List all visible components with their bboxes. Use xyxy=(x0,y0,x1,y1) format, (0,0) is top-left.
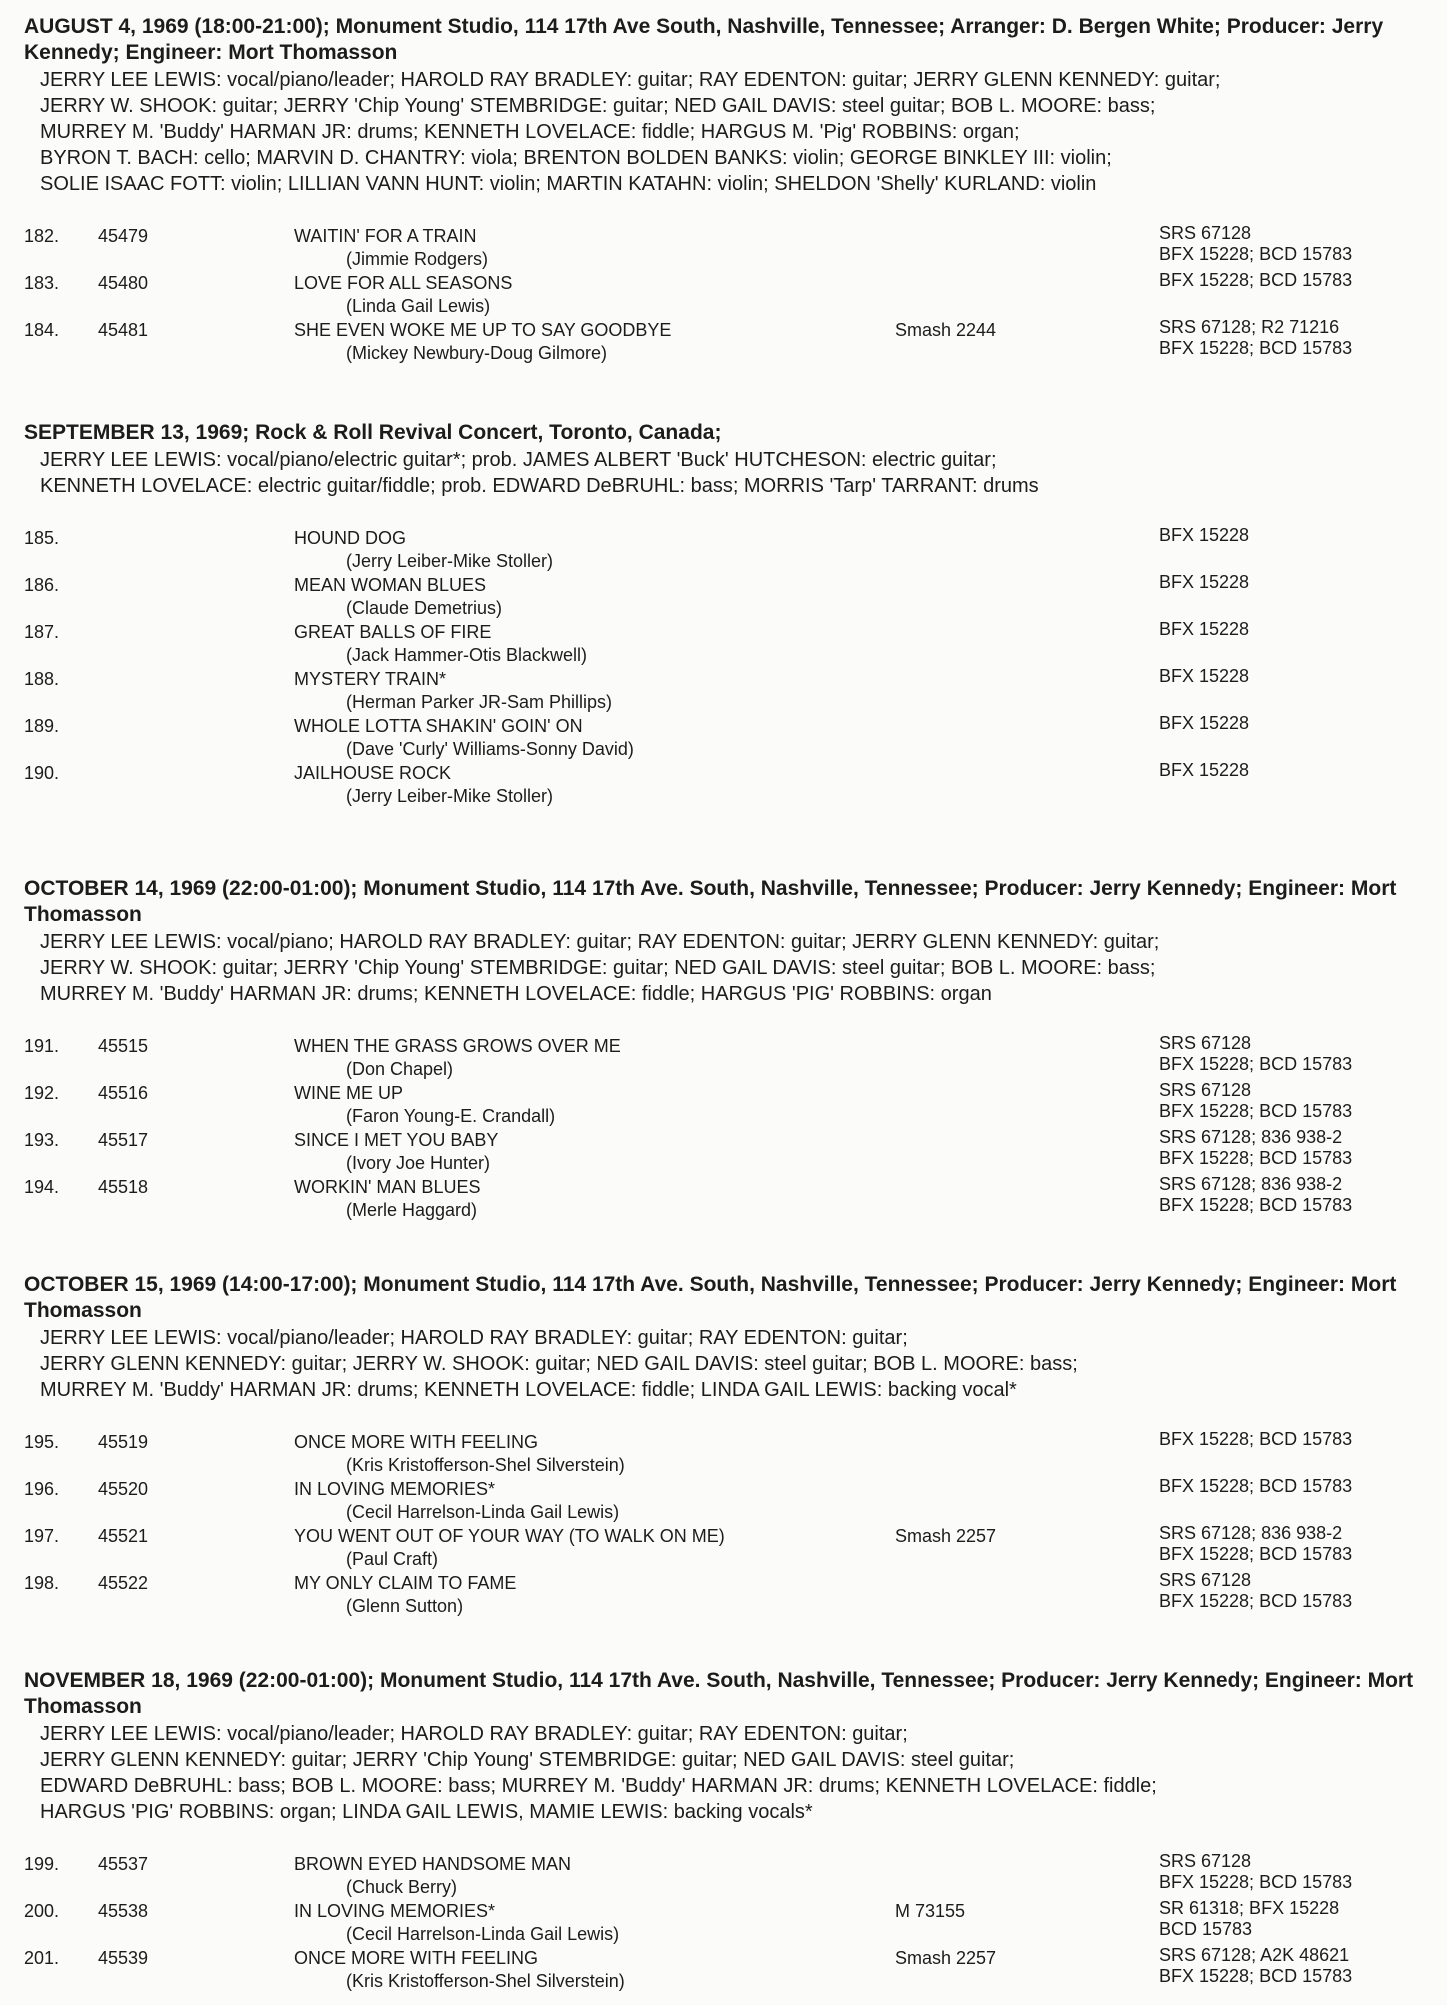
session-header: OCTOBER 15, 1969 (14:00-17:00); Monument Studio, 114 17th Ave. South, Nashville, Tennessee; Producer: Jerry Kennedy; Engineer: Mort Thomasson xyxy=(24,1273,1397,1322)
release-line: BFX 15228; BCD 15783 xyxy=(1159,338,1353,358)
matrix-number: 45480 xyxy=(98,273,149,293)
release-line: BFX 15228; BCD 15783 xyxy=(1159,1195,1353,1215)
track-number: 186. xyxy=(24,575,60,595)
personnel-line: JERRY GLENN KENNEDY: guitar; JERRY W. SHOOK: guitar; NED GAIL DAVIS: steel guitar; BOB L. MOORE: bass; xyxy=(40,1353,1078,1375)
matrix-number: 45519 xyxy=(98,1432,149,1452)
song-title: IN LOVING MEMORIES* xyxy=(294,1901,496,1921)
release-line: SRS 67128 xyxy=(1159,1033,1252,1053)
release-line: BFX 15228; BCD 15783 xyxy=(1159,1872,1353,1892)
personnel-line: JERRY LEE LEWIS: vocal/piano/leader; HAROLD RAY BRADLEY: guitar; RAY EDENTON: guitar; xyxy=(40,1327,908,1349)
release-list xyxy=(1159,1570,1352,1612)
song-composer: (Jimmie Rodgers) xyxy=(346,249,489,269)
release-list xyxy=(1159,666,1249,687)
single-release: Smash 2257 xyxy=(895,1948,997,1968)
track-number: 189. xyxy=(24,716,60,736)
release-list xyxy=(1159,223,1352,265)
release-line: BFX 15228; BCD 15783 xyxy=(1159,1429,1353,1449)
song-title: YOU WENT OUT OF YOUR WAY (TO WALK ON ME) xyxy=(294,1526,725,1546)
single-release: Smash 2244 xyxy=(895,320,997,340)
track-number: 191. xyxy=(24,1036,60,1056)
track-list xyxy=(0,225,1447,366)
track-row xyxy=(0,319,1447,366)
session-block xyxy=(0,1272,1447,1619)
track-number: 201. xyxy=(24,1948,60,1968)
personnel-line: JERRY LEE LEWIS: vocal/piano/leader; HAROLD RAY BRADLEY: guitar; RAY EDENTON: guitar; JERRY GLENN KENNEDY: guitar; xyxy=(40,69,1221,91)
track-number: 195. xyxy=(24,1432,60,1452)
release-line: SRS 67128 xyxy=(1159,1851,1252,1871)
session-personnel xyxy=(40,67,1437,197)
personnel-line: HARGUS 'PIG' ROBBINS: organ; LINDA GAIL LEWIS, MAMIE LEWIS: backing vocals* xyxy=(40,1801,813,1823)
matrix-number: 45518 xyxy=(98,1177,149,1197)
session-block xyxy=(0,1668,1447,1994)
matrix-number: 45538 xyxy=(98,1901,149,1921)
track-row xyxy=(0,668,1447,715)
song-composer: (Merle Haggard) xyxy=(346,1200,478,1220)
song-title: SINCE I MET YOU BABY xyxy=(294,1130,499,1150)
release-list xyxy=(1159,1945,1352,1987)
track-number: 182. xyxy=(24,226,60,246)
release-line: BFX 15228 xyxy=(1159,760,1250,780)
session-personnel xyxy=(40,447,1437,499)
track-number: 190. xyxy=(24,763,60,783)
release-line: BFX 15228 xyxy=(1159,572,1250,592)
song-title: WINE ME UP xyxy=(294,1083,404,1103)
release-line: SRS 67128; 836 938-2 xyxy=(1159,1174,1343,1194)
matrix-number: 45520 xyxy=(98,1479,149,1499)
session-header: NOVEMBER 18, 1969 (22:00-01:00); Monument Studio, 114 17th Ave. South, Nashville, Tennessee; Producer: Jerry Kennedy; Engineer: Mort Thomasson xyxy=(24,1669,1414,1718)
song-composer: (Paul Craft) xyxy=(346,1549,439,1569)
matrix-number: 45521 xyxy=(98,1526,149,1546)
release-line: SRS 67128 xyxy=(1159,1080,1252,1100)
release-line: SRS 67128; 836 938-2 xyxy=(1159,1523,1343,1543)
song-composer: (Kris Kristofferson-Shel Silverstein) xyxy=(346,1455,625,1475)
personnel-line: JERRY LEE LEWIS: vocal/piano/leader; HAROLD RAY BRADLEY: guitar; RAY EDENTON: guitar; xyxy=(40,1723,908,1745)
session-personnel xyxy=(40,1721,1437,1825)
song-composer: (Mickey Newbury-Doug Gilmore) xyxy=(346,343,608,363)
release-line: BFX 15228 xyxy=(1159,619,1250,639)
track-number: 199. xyxy=(24,1854,60,1874)
release-line: SRS 67128; R2 71216 xyxy=(1159,317,1340,337)
release-line: BFX 15228 xyxy=(1159,713,1250,733)
song-composer: (Cecil Harrelson-Linda Gail Lewis) xyxy=(346,1502,620,1522)
session-personnel xyxy=(40,929,1437,1007)
release-list xyxy=(1159,1851,1352,1893)
matrix-number: 45522 xyxy=(98,1573,149,1593)
track-number: 183. xyxy=(24,273,60,293)
release-line: BFX 15228; BCD 15783 xyxy=(1159,1101,1353,1121)
track-list xyxy=(0,527,1447,809)
song-composer: (Jerry Leiber-Mike Stoller) xyxy=(346,551,554,571)
matrix-number: 45515 xyxy=(98,1036,149,1056)
track-number: 200. xyxy=(24,1901,60,1921)
song-composer: (Jerry Leiber-Mike Stoller) xyxy=(346,786,554,806)
track-row xyxy=(0,1853,1447,1900)
track-number: 193. xyxy=(24,1130,60,1150)
personnel-line: JERRY LEE LEWIS: vocal/piano/electric guitar*; prob. JAMES ALBERT 'Buck' HUTCHESON: electric guitar; xyxy=(40,449,997,471)
matrix-number: 45481 xyxy=(98,320,149,340)
song-composer: (Linda Gail Lewis) xyxy=(346,296,491,316)
song-title: WAITIN' FOR A TRAIN xyxy=(294,226,477,246)
release-list xyxy=(1159,572,1249,593)
release-line: SRS 67128 xyxy=(1159,1570,1252,1590)
session-block xyxy=(0,876,1447,1223)
release-line: BCD 15783 xyxy=(1159,1919,1253,1939)
song-composer: (Faron Young-E. Crandall) xyxy=(346,1106,556,1126)
personnel-line: JERRY GLENN KENNEDY: guitar; JERRY 'Chip Young' STEMBRIDGE: guitar; NED GAIL DAVIS: steel guitar; xyxy=(40,1749,1015,1771)
personnel-line: MURREY M. 'Buddy' HARMAN JR: drums; KENNETH LOVELACE: fiddle; LINDA GAIL LEWIS: backing vocal* xyxy=(40,1379,1017,1401)
track-number: 197. xyxy=(24,1526,60,1546)
track-list xyxy=(0,1035,1447,1223)
release-line: BFX 15228; BCD 15783 xyxy=(1159,1054,1353,1074)
track-row xyxy=(0,1572,1447,1619)
track-row xyxy=(0,225,1447,272)
release-list xyxy=(1159,713,1249,734)
song-composer: (Dave 'Curly' Williams-Sonny David) xyxy=(346,739,634,759)
single-release: M 73155 xyxy=(895,1901,966,1921)
song-title: WHEN THE GRASS GROWS OVER ME xyxy=(294,1036,621,1056)
song-title: MYSTERY TRAIN* xyxy=(294,669,447,689)
personnel-line: JERRY W. SHOOK: guitar; JERRY 'Chip Young' STEMBRIDGE: guitar; NED GAIL DAVIS: steel guitar; BOB L. MOORE: bass; xyxy=(40,95,1156,117)
track-row xyxy=(0,1478,1447,1525)
song-title: WHOLE LOTTA SHAKIN' GOIN' ON xyxy=(294,716,583,736)
release-line: SR 61318; BFX 15228 xyxy=(1159,1898,1340,1918)
personnel-line: MURREY M. 'Buddy' HARMAN JR: drums; KENNETH LOVELACE: fiddle; HARGUS M. 'Pig' ROBBINS: organ; xyxy=(40,121,1020,143)
release-list xyxy=(1159,1174,1352,1216)
release-list xyxy=(1159,1523,1352,1565)
personnel-line: KENNETH LOVELACE: electric guitar/fiddle; prob. EDWARD DeBRUHL: bass; MORRIS 'Tarp' TARRANT: drums xyxy=(40,475,1039,497)
matrix-number: 45516 xyxy=(98,1083,149,1103)
song-title: MY ONLY CLAIM TO FAME xyxy=(294,1573,517,1593)
personnel-line: JERRY LEE LEWIS: vocal/piano; HAROLD RAY BRADLEY: guitar; RAY EDENTON: guitar; JERRY GLENN KENNEDY: guitar; xyxy=(40,931,1160,953)
session-block xyxy=(0,420,1447,809)
track-row xyxy=(0,1525,1447,1572)
release-line: BFX 15228; BCD 15783 xyxy=(1159,1544,1353,1564)
track-number: 184. xyxy=(24,320,60,340)
track-number: 198. xyxy=(24,1573,60,1593)
song-title: ONCE MORE WITH FEELING xyxy=(294,1432,539,1452)
release-line: BFX 15228; BCD 15783 xyxy=(1159,244,1353,264)
song-composer: (Ivory Joe Hunter) xyxy=(346,1153,491,1173)
track-row xyxy=(0,574,1447,621)
song-title: IN LOVING MEMORIES* xyxy=(294,1479,496,1499)
release-list xyxy=(1159,317,1352,359)
track-row xyxy=(0,1947,1447,1994)
track-list xyxy=(0,1431,1447,1619)
song-composer: (Claude Demetrius) xyxy=(346,598,503,618)
release-list xyxy=(1159,1127,1352,1169)
song-composer: (Glenn Sutton) xyxy=(346,1596,464,1616)
song-title: GREAT BALLS OF FIRE xyxy=(294,622,492,642)
song-composer: (Kris Kristofferson-Shel Silverstein) xyxy=(346,1971,625,1991)
session-block xyxy=(0,14,1447,366)
session-personnel xyxy=(40,1325,1437,1403)
song-composer: (Jack Hammer-Otis Blackwell) xyxy=(346,645,588,665)
matrix-number: 45479 xyxy=(98,226,149,246)
personnel-line: MURREY M. 'Buddy' HARMAN JR: drums; KENNETH LOVELACE: fiddle; HARGUS 'PIG' ROBBINS: organ xyxy=(40,983,992,1005)
release-line: BFX 15228 xyxy=(1159,525,1250,545)
track-number: 196. xyxy=(24,1479,60,1499)
release-list xyxy=(1159,760,1249,781)
release-line: BFX 15228; BCD 15783 xyxy=(1159,1591,1353,1611)
release-list xyxy=(1159,1033,1352,1075)
single-release: Smash 2257 xyxy=(895,1526,997,1546)
song-title: MEAN WOMAN BLUES xyxy=(294,575,487,595)
personnel-line: JERRY W. SHOOK: guitar; JERRY 'Chip Young' STEMBRIDGE: guitar; NED GAIL DAVIS: steel guitar; BOB L. MOORE: bass; xyxy=(40,957,1156,979)
track-number: 185. xyxy=(24,528,60,548)
track-number: 194. xyxy=(24,1177,60,1197)
release-line: BFX 15228; BCD 15783 xyxy=(1159,1966,1353,1986)
track-number: 188. xyxy=(24,669,60,689)
session-header: SEPTEMBER 13, 1969; Rock & Roll Revival Concert, Toronto, Canada; xyxy=(24,421,722,444)
song-title: LOVE FOR ALL SEASONS xyxy=(294,273,513,293)
track-row xyxy=(0,272,1447,319)
song-title: ONCE MORE WITH FEELING xyxy=(294,1948,539,1968)
release-list xyxy=(1159,619,1249,640)
release-line: SRS 67128; A2K 48621 xyxy=(1159,1945,1350,1965)
track-row xyxy=(0,1129,1447,1176)
song-composer: (Cecil Harrelson-Linda Gail Lewis) xyxy=(346,1924,620,1944)
track-number: 192. xyxy=(24,1083,60,1103)
song-title: HOUND DOG xyxy=(294,528,406,548)
release-list xyxy=(1159,1476,1352,1497)
track-row xyxy=(0,1035,1447,1082)
song-title: BROWN EYED HANDSOME MAN xyxy=(294,1854,572,1874)
personnel-line: SOLIE ISAAC FOTT: violin; LILLIAN VANN HUNT: violin; MARTIN KATAHN: violin; SHELDON 'Shelly' KURLAND: violin xyxy=(40,173,1097,195)
song-composer: (Don Chapel) xyxy=(346,1059,454,1079)
release-line: BFX 15228; BCD 15783 xyxy=(1159,270,1353,290)
track-row xyxy=(0,1082,1447,1129)
release-list xyxy=(1159,270,1352,291)
personnel-line: EDWARD DeBRUHL: bass; BOB L. MOORE: bass; MURREY M. 'Buddy' HARMAN JR: drums; KENNETH LOVELACE: fiddle; xyxy=(40,1775,1157,1797)
personnel-line: BYRON T. BACH: cello; MARVIN D. CHANTRY: viola; BRENTON BOLDEN BANKS: violin; GEORGE BINKLEY III: violin; xyxy=(40,147,1112,169)
track-row xyxy=(0,1900,1447,1947)
release-line: BFX 15228; BCD 15783 xyxy=(1159,1476,1353,1496)
track-row xyxy=(0,527,1447,574)
track-row xyxy=(0,621,1447,668)
release-list xyxy=(1159,1429,1352,1450)
release-list xyxy=(1159,1898,1339,1940)
song-title: WORKIN' MAN BLUES xyxy=(294,1177,481,1197)
track-row xyxy=(0,1431,1447,1478)
track-list xyxy=(0,1853,1447,1994)
song-composer: (Herman Parker JR-Sam Phillips) xyxy=(346,692,613,712)
session-header: OCTOBER 14, 1969 (22:00-01:00); Monument Studio, 114 17th Ave. South, Nashville, Tennessee; Producer: Jerry Kennedy; Engineer: Mort Thomasson xyxy=(24,877,1397,926)
release-line: BFX 15228 xyxy=(1159,666,1250,686)
release-line: SRS 67128; 836 938-2 xyxy=(1159,1127,1343,1147)
matrix-number: 45537 xyxy=(98,1854,149,1874)
release-line: SRS 67128 xyxy=(1159,223,1252,243)
song-composer: (Chuck Berry) xyxy=(346,1877,458,1897)
release-list xyxy=(1159,1080,1352,1122)
release-list xyxy=(1159,525,1249,546)
track-row xyxy=(0,715,1447,762)
track-number: 187. xyxy=(24,622,60,642)
track-row xyxy=(0,1176,1447,1223)
matrix-number: 45517 xyxy=(98,1130,149,1150)
song-title: SHE EVEN WOKE ME UP TO SAY GOODBYE xyxy=(294,320,672,340)
track-row xyxy=(0,762,1447,809)
matrix-number: 45539 xyxy=(98,1948,149,1968)
song-title: JAILHOUSE ROCK xyxy=(294,763,452,783)
session-header: AUGUST 4, 1969 (18:00-21:00); Monument Studio, 114 17th Ave South, Nashville, Tennessee; Arranger: D. Bergen White; Producer: Jerry Kennedy; Engineer: Mort Thomasson xyxy=(24,15,1384,64)
release-line: BFX 15228; BCD 15783 xyxy=(1159,1148,1353,1168)
